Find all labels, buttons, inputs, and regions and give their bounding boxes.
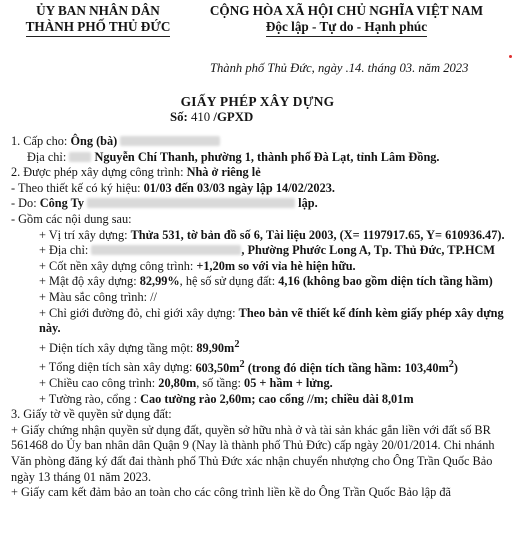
redacted-street [91, 245, 241, 255]
building-color: + Màu sắc công trình: // [39, 289, 157, 304]
design-code: - Theo thiết kế có ký hiệu: 01/03 đến 03/03 ngày lập 14/02/2023. [11, 180, 335, 195]
national-motto: Độc lập - Tự do - Hạnh phúc [178, 19, 515, 37]
fence-gate: + Tường rào, cổng : Cao tường rào 2,60m; cao cổng //m; chiều dài 8,01m [39, 391, 414, 406]
total-floor-area: + Tổng diện tích sàn xây dựng: $603,50m^2$ (trong đó diện tích tầng hầm: $103,40m^2$) [39, 358, 458, 375]
national-header [178, 3, 515, 37]
redacted-address [69, 152, 91, 162]
redacted-name [120, 136, 220, 146]
includes-heading: - Gồm các nội dung sau: [11, 211, 132, 226]
ground-floor-area: + Diện tích xây dựng tầng một: $89,90m^2$ [39, 338, 240, 355]
issuer-header [16, 3, 180, 37]
national-title: CỘNG HÒA XÃ HỘI CHỦ NGHĨA VIỆT NAM [209, 3, 484, 18]
safety-commitment: + Giấy cam kết đảm bảo an toàn cho các công trình liền kề do Ông Trần Quốc Bảo lập đã [11, 485, 451, 500]
density: + Mật độ xây dựng: 82,99%, hệ số sử dụng đất: 4,16 (không bao gồm diện tích tầng hầm) [39, 274, 493, 289]
building-height: + Chiều cao công trình: 20,80m, số tầng: 05 + hầm + lửng. [39, 376, 333, 391]
floor-level: + Cốt nền xây dựng công trình: +1,20m so với vỉa hè hiện hữu. [39, 258, 356, 273]
recipient-address: Địa chỉ: Nguyễn Chí Thanh, phường 1, thành phố Đà Lạt, tỉnh Lâm Đồng. [27, 149, 440, 164]
document-number: Số: 410 /GPXD [170, 110, 254, 124]
issue-date: Thành phố Thủ Đức, ngày .14. tháng 03. năm 2023 [210, 61, 469, 75]
boundary: + Chỉ giới đường đỏ, chỉ giới xây dựng: Theo bản vẽ thiết kế đính kèm giấy phép xây dựng này. [39, 305, 504, 336]
red-mark [509, 55, 512, 58]
designer: - Do: Công Ty lập. [11, 196, 318, 211]
section-3: 3. Giấy tờ về quyền sử dụng đất: [11, 407, 172, 422]
section-1: 1. Cấp cho: Ông (bà) [11, 134, 511, 150]
section-2: 2. Được phép xây dựng công trình: Nhà ở riêng lẻ [11, 165, 261, 180]
issuer-line1: ỦY BAN NHÂN DÂN [36, 3, 160, 18]
document-title: GIẤY PHÉP XÂY DỰNG [180, 94, 335, 109]
land-certificate: + Giấy chứng nhận quyền sử dụng đất, quyền sở hữu nhà ở và tài sản khác gắn liền với đất số BR 561468 do Ủy ban nhân dân Quận 9 (Nay là thành phố Thủ Đức) cấp ngày 20/01/2014. Chi nhánh Văn phòng đăng ký đất đai thành phố Thủ Đức xác nhận chuyển nhượng cho Ông Trần Quốc Bảo ngày 13 tháng 01 năm 2023. [11, 422, 495, 484]
document-body [11, 134, 511, 501]
redacted-company [87, 198, 295, 208]
site-location: + Vị trí xây dựng: Thửa 531, tờ bản đồ số 6, Tài liệu 2003, (X= 1197917.65, Y= 610936.47). [39, 227, 505, 242]
site-address: + Địa chỉ: , Phường Phước Long A, Tp. Thủ Đức, TP.HCM [39, 243, 495, 258]
issuer-line2: THÀNH PHỐ THỦ ĐỨC [16, 19, 180, 37]
